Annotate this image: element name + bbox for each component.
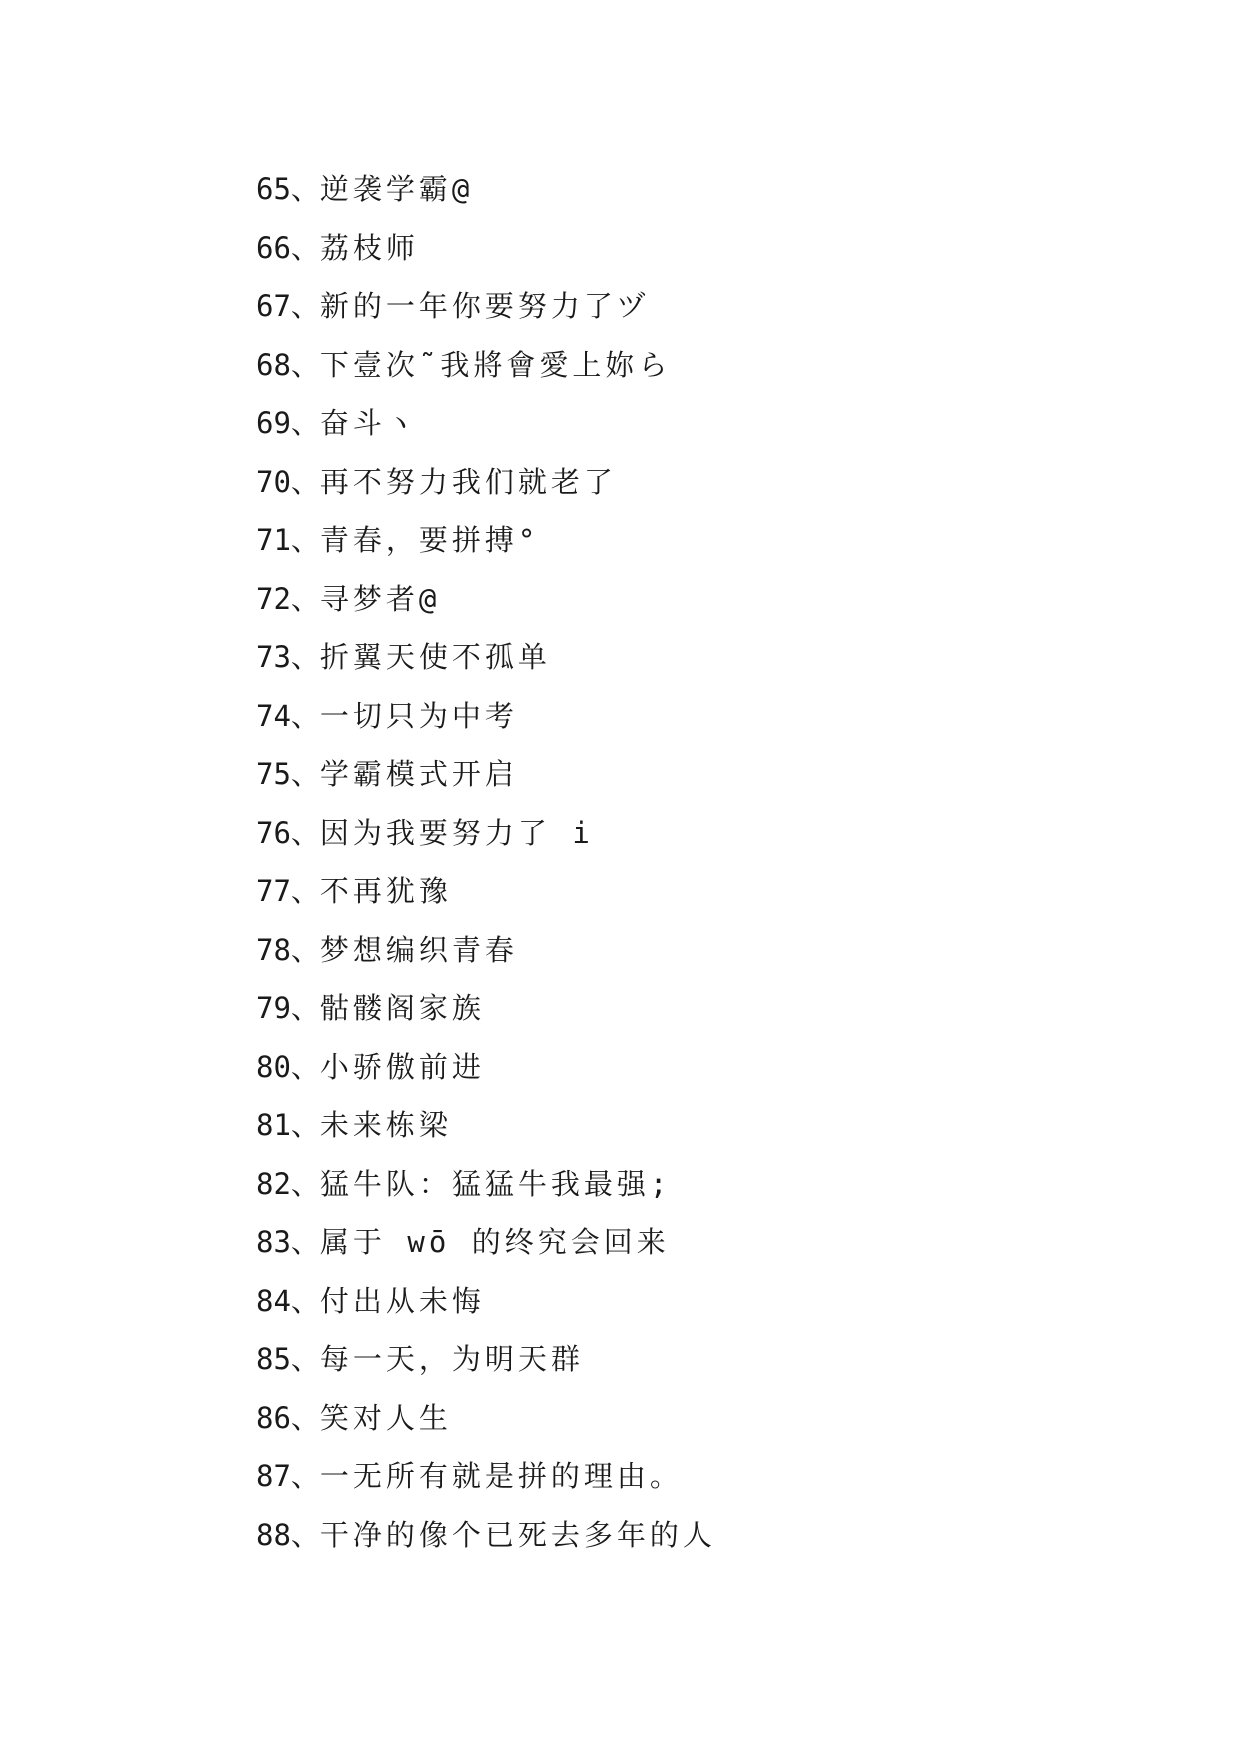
list-item — [256, 511, 716, 570]
item-text: 逆袭学霸@ — [319, 172, 474, 206]
name-list — [256, 160, 716, 1564]
list-item — [256, 1096, 716, 1155]
item-number: 81、 — [256, 1108, 320, 1142]
item-number: 87、 — [256, 1459, 320, 1493]
item-number: 68、 — [256, 347, 320, 382]
item-text: 青春，要拼搏° — [319, 523, 540, 557]
item-text: 因为我要努力了 i — [319, 815, 594, 850]
list-item — [256, 277, 716, 336]
list-item — [256, 1213, 716, 1272]
item-number: 76、 — [256, 815, 320, 850]
item-text: 奋斗ヽ — [319, 406, 419, 440]
list-item — [256, 336, 716, 395]
item-text: 一无所有就是拼的理由。 — [319, 1459, 683, 1493]
list-item — [256, 745, 716, 804]
item-number: 75、 — [256, 757, 320, 791]
item-number: 67、 — [256, 289, 320, 323]
list-item — [256, 687, 716, 746]
item-number: 86、 — [256, 1400, 320, 1435]
list-item — [256, 1272, 716, 1331]
list-item — [256, 1038, 716, 1097]
item-text: 下壹次˜我將會愛上妳ら — [319, 347, 672, 382]
list-item — [256, 921, 716, 980]
item-number: 83、 — [256, 1225, 320, 1259]
list-item — [256, 394, 716, 453]
item-number: 77、 — [256, 874, 320, 908]
list-item — [256, 1155, 716, 1214]
list-item — [256, 219, 716, 278]
item-text: 学霸模式开启 — [319, 757, 518, 791]
item-number: 78、 — [256, 932, 320, 967]
item-number: 72、 — [256, 581, 320, 616]
list-item — [256, 570, 716, 629]
item-number: 74、 — [256, 698, 320, 733]
item-text: 干净的像个已死去多年的人 — [319, 1517, 716, 1552]
list-item — [256, 804, 716, 863]
list-item — [256, 1389, 716, 1448]
item-text: 未来栋梁 — [319, 1108, 452, 1142]
list-item — [256, 160, 716, 219]
item-number: 85、 — [256, 1342, 320, 1376]
item-number: 66、 — [256, 230, 320, 265]
item-number: 82、 — [256, 1166, 320, 1201]
item-number: 73、 — [256, 640, 320, 674]
item-number: 88、 — [256, 1517, 320, 1552]
item-text: 一切只为中考 — [319, 698, 518, 733]
item-text: 猛牛队：猛猛牛我最强; — [319, 1166, 672, 1201]
item-text: 笑对人生 — [319, 1400, 452, 1435]
item-number: 71、 — [256, 523, 320, 557]
item-number: 80、 — [256, 1049, 320, 1084]
item-text: 每一天，为明天群 — [319, 1342, 584, 1376]
list-item — [256, 1330, 716, 1389]
item-text: 再不努力我们就老了 — [319, 464, 617, 499]
item-text: 梦想编织青春 — [319, 932, 518, 967]
item-number: 65、 — [256, 172, 320, 206]
list-item — [256, 862, 716, 921]
item-number: 84、 — [256, 1283, 320, 1318]
item-text: 不再犹豫 — [319, 874, 452, 908]
item-text: 折翼天使不孤单 — [319, 640, 551, 674]
item-text: 小骄傲前进 — [319, 1049, 485, 1084]
item-text: 付出从未悔 — [319, 1283, 485, 1318]
list-item — [256, 453, 716, 512]
list-item — [256, 979, 716, 1038]
item-text: 骷髅阁家族 — [319, 991, 485, 1025]
list-item — [256, 1506, 716, 1565]
item-number: 79、 — [256, 991, 320, 1025]
list-item — [256, 628, 716, 687]
list-item — [256, 1447, 716, 1506]
item-text: 新的一年你要努力了ヅ — [319, 289, 650, 323]
item-text: 属于 wō 的终究会回来 — [319, 1225, 670, 1259]
item-number: 69、 — [256, 406, 320, 440]
item-text: 寻梦者@ — [319, 581, 441, 616]
item-text: 荔枝师 — [319, 230, 419, 265]
item-number: 70、 — [256, 464, 320, 499]
